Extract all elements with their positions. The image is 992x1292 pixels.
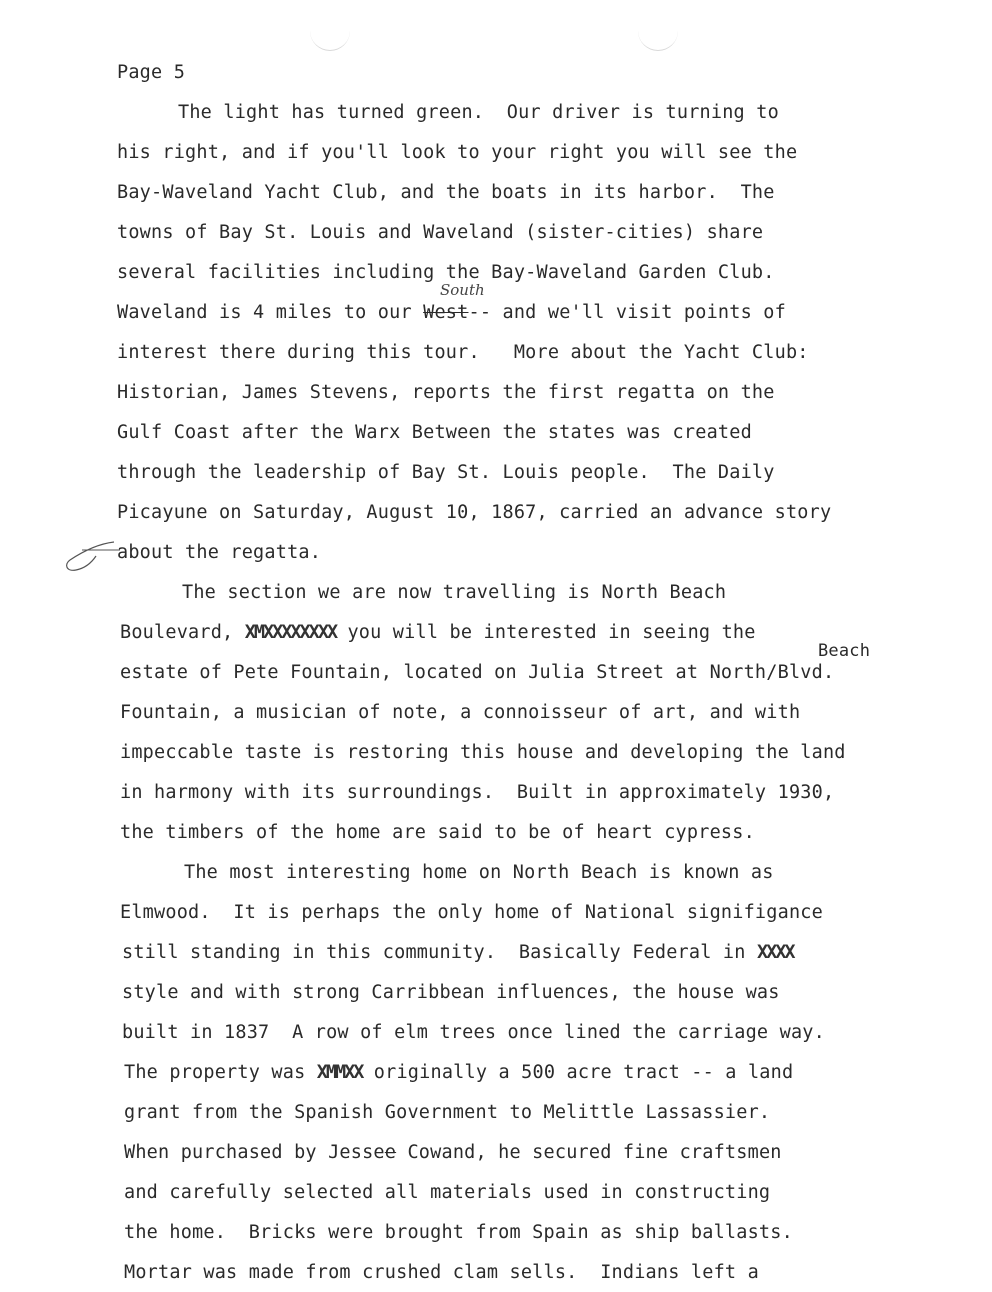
typed-insert-beach: Beach <box>818 641 871 661</box>
text-line-22-start: still standing in this community. Basically Federal in <box>122 942 757 963</box>
text-line-16: Fountain, a musician of note, a connoisseur of art, and with <box>120 702 801 723</box>
text-line-28: and carefully selected all materials used in constructing <box>124 1182 771 1203</box>
punch-hole-mark-left <box>310 30 350 51</box>
text-line-11: Picayune on Saturday, August 10, 1867, carried an advance story <box>117 502 832 523</box>
text-line-15: estate of Pete Fountain, located on Julia Street at North/Blvd. <box>120 662 835 683</box>
text-line-12: about the regatta. <box>117 542 322 563</box>
typed-xout-2: XXXX <box>756 942 794 963</box>
struck-word-west: West <box>423 302 469 323</box>
text-line-24: built in 1837 A row of elm trees once lined the carriage way. <box>122 1022 825 1043</box>
text-line-2: his right, and if you'll look to your right you will see the <box>117 142 798 163</box>
text-line-21: Elmwood. It is perhaps the only home of National signifigance <box>120 902 823 923</box>
text-line-19: the timbers of the home are said to be of heart cypress. <box>120 822 755 843</box>
text-line-4: towns of Bay St. Louis and Waveland (sister-cities) share <box>117 222 764 243</box>
text-line-6-end: -- and we'll visit points of <box>468 302 786 323</box>
text-line-25-end: originally a 500 acre tract -- a land <box>362 1062 794 1083</box>
text-line-22 <box>122 942 794 964</box>
text-line-25-start: The property was <box>124 1062 317 1083</box>
text-line-13: The section we are now travelling is North Beach <box>182 582 727 603</box>
typed-xout-3: XMMXX <box>316 1062 363 1083</box>
punch-hole-mark-right <box>638 30 678 51</box>
text-line-14-start: Boulevard, <box>120 622 245 643</box>
text-line-9: Gulf Coast after the Warx Between the states was created <box>117 422 752 443</box>
text-line-27-end: Cowand, he secured fine craftsmen <box>396 1142 782 1163</box>
text-line-17: impeccable taste is restoring this house and developing the land <box>120 742 846 763</box>
text-line-5: several facilities including the Bay-Waveland Garden Club. <box>117 262 775 283</box>
typed-xout-1: XMXXXXXXXX <box>244 622 337 643</box>
text-line-14-end: you will be interested in seeing the <box>336 622 756 643</box>
text-line-18: in harmony with its surroundings. Built in approximately 1930, <box>120 782 835 803</box>
text-line-25 <box>124 1062 793 1084</box>
struck-letter-e: e <box>384 1142 397 1163</box>
text-line-7: interest there during this tour. More about the Yacht Club: <box>117 342 809 363</box>
text-line-10: through the leadership of Bay St. Louis people. The Daily <box>117 462 775 483</box>
text-line-30: Mortar was made from crushed clam sells. Indians left a <box>124 1262 759 1283</box>
text-line-6-start: Waveland is 4 miles to our <box>117 302 424 323</box>
handwritten-insert-south: South <box>440 281 485 299</box>
text-line-6 <box>117 302 786 324</box>
text-line-27 <box>124 1142 782 1164</box>
text-line-20: The most interesting home on North Beach is known as <box>184 862 774 883</box>
text-line-3: Bay-Waveland Yacht Club, and the boats in its harbor. The <box>117 182 775 203</box>
text-line-8: Historian, James Stevens, reports the first regatta on the <box>117 382 775 403</box>
text-line-1: The light has turned green. Our driver is turning to <box>178 102 779 123</box>
text-line-23: style and with strong Carribbean influences, the house was <box>122 982 780 1003</box>
page-number: Page 5 <box>117 62 186 83</box>
text-line-14 <box>120 622 756 644</box>
text-line-26: grant from the Spanish Government to Melittle Lassassier. <box>124 1102 771 1123</box>
text-line-29: the home. Bricks were brought from Spain as ship ballasts. <box>124 1222 793 1243</box>
text-line-27-start: When purchased by Jesse <box>124 1142 385 1163</box>
